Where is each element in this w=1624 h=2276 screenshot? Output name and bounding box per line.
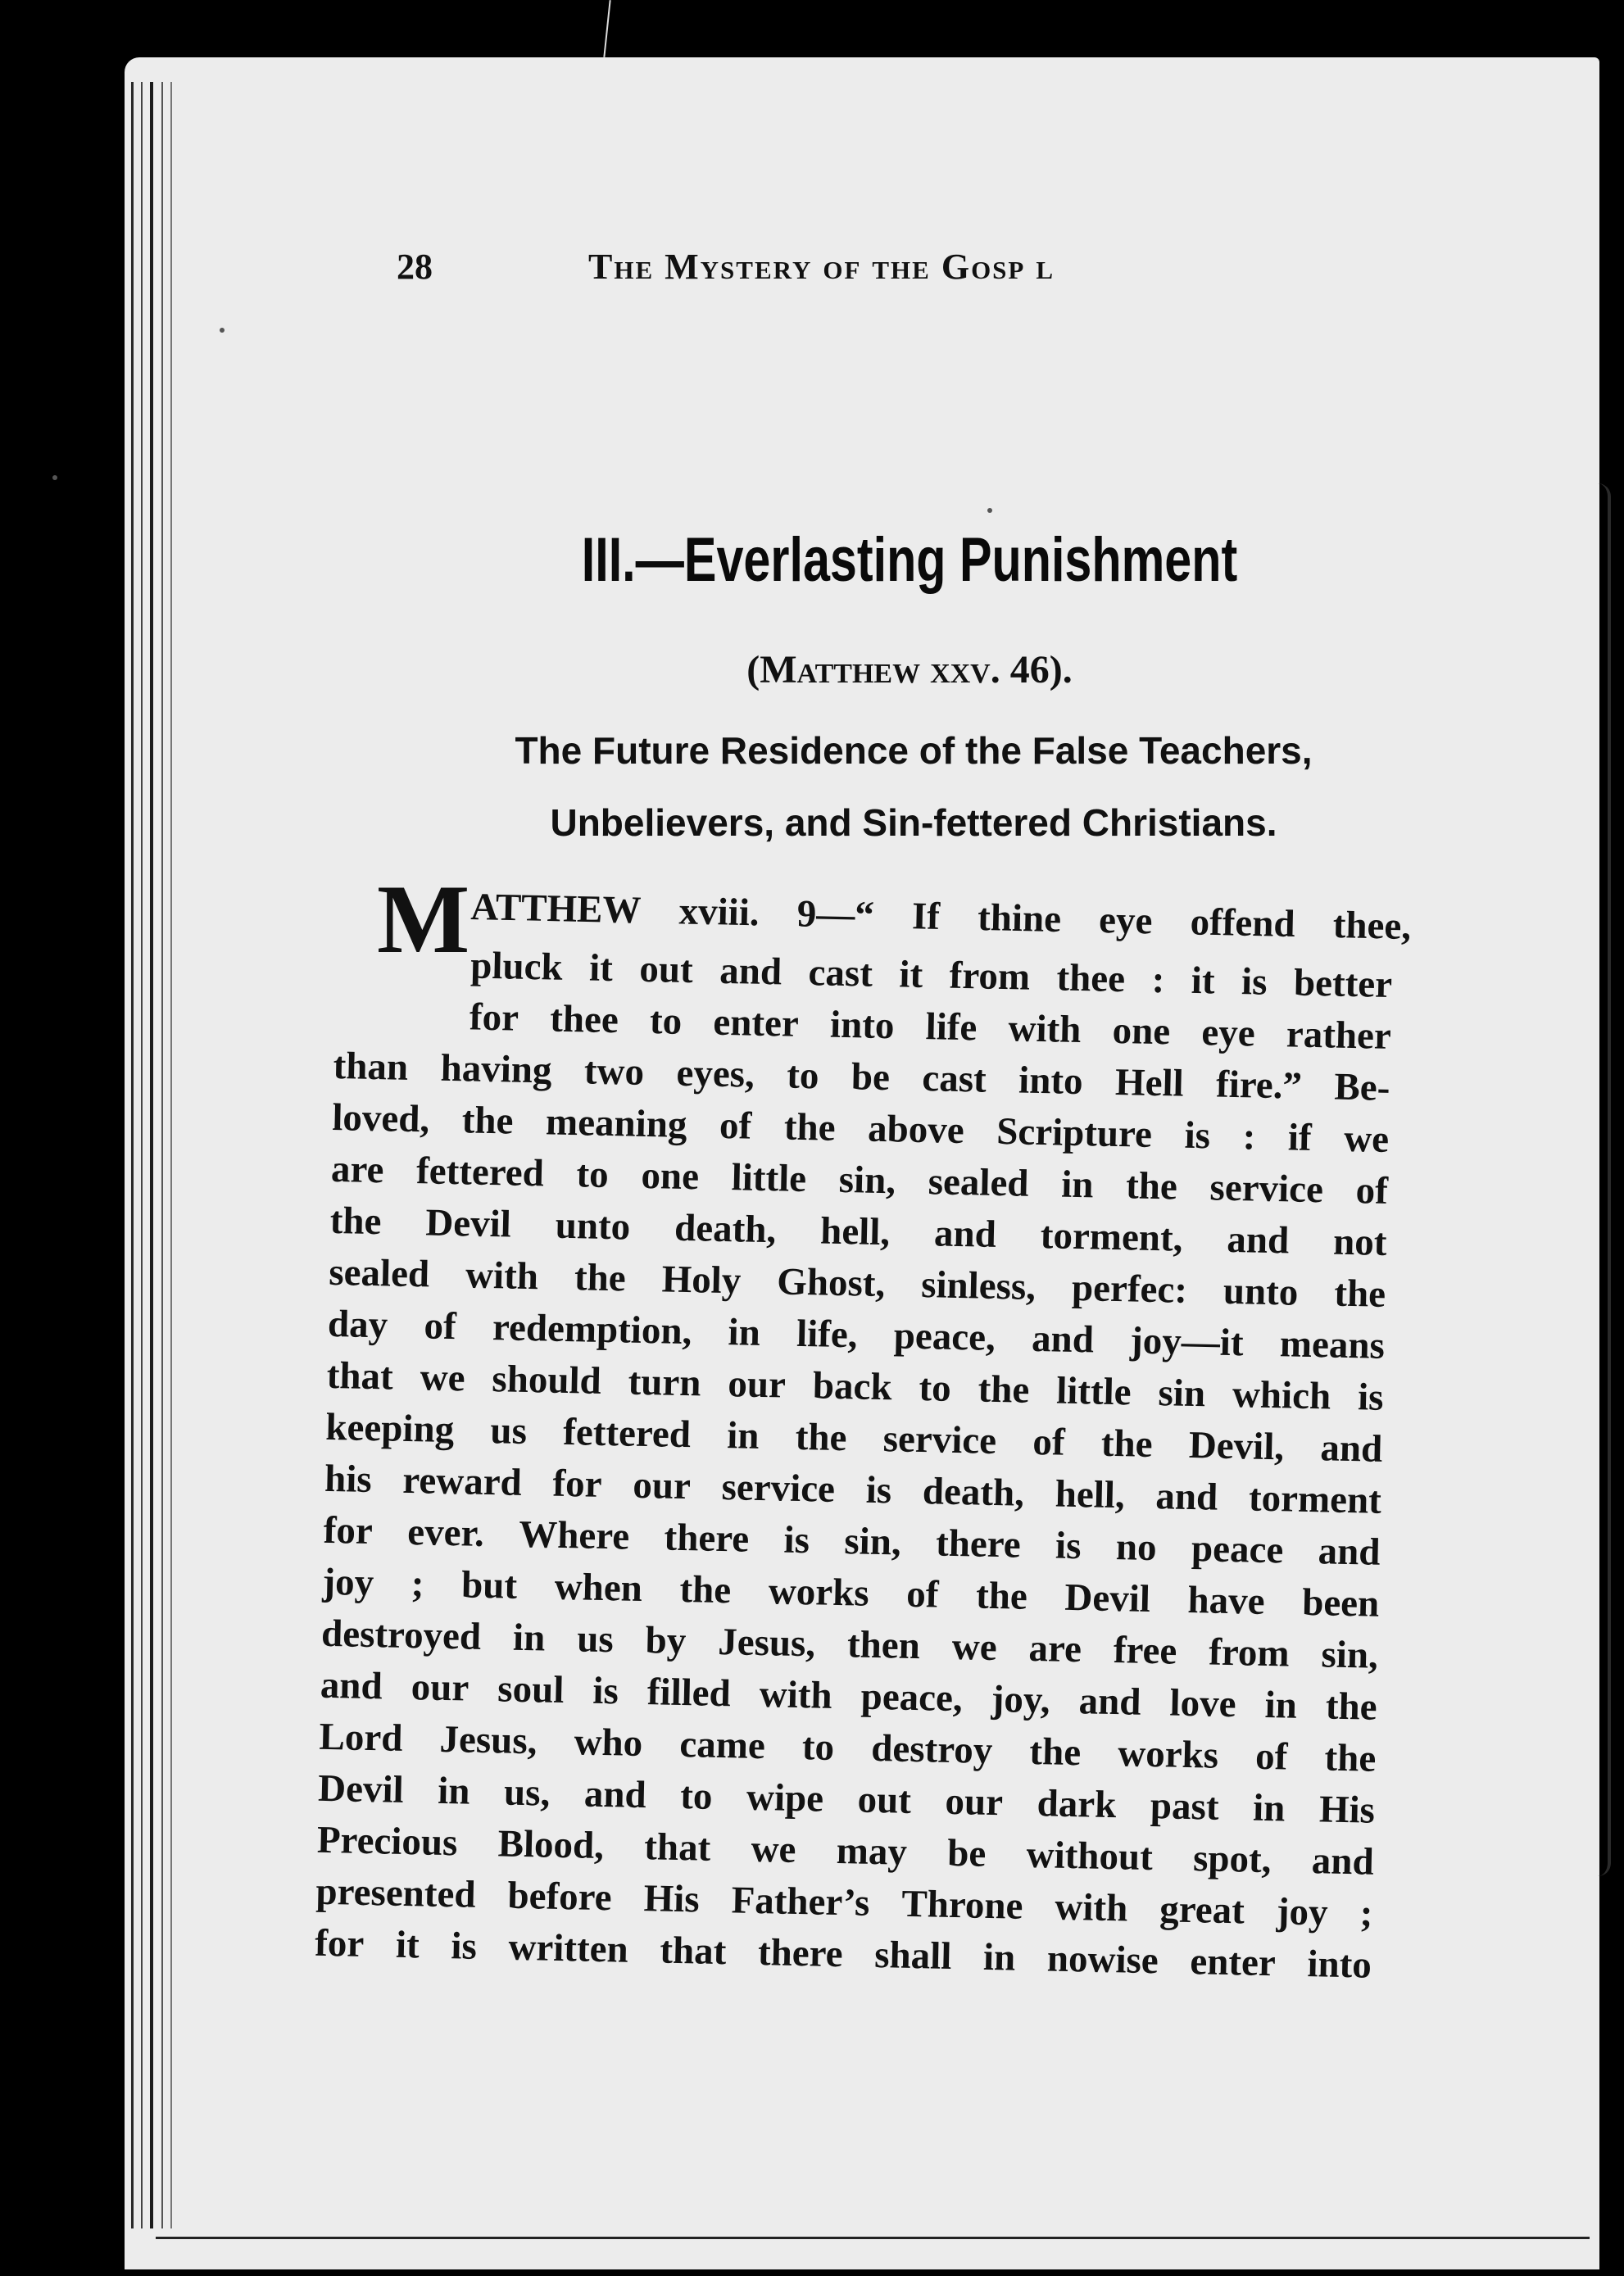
word: joy,: [991, 1677, 1051, 1722]
word: us,: [503, 1770, 551, 1815]
word: with: [465, 1254, 539, 1299]
word: destroyed: [320, 1612, 482, 1658]
word: keeping: [324, 1405, 455, 1452]
word: than: [333, 1044, 409, 1089]
page-edge-line: [150, 82, 153, 2228]
word: sin,: [838, 1158, 896, 1203]
word: sin: [1158, 1371, 1206, 1416]
word: two: [583, 1050, 645, 1094]
word: it: [395, 1923, 420, 1967]
word: us: [489, 1409, 528, 1453]
word: is: [1241, 960, 1268, 1004]
word: works: [1117, 1732, 1219, 1777]
word: are: [330, 1147, 384, 1192]
word: is: [783, 1518, 810, 1562]
word: the: [1028, 1730, 1082, 1775]
word: pluck: [470, 944, 564, 989]
word: sin,: [843, 1520, 902, 1564]
word: that: [643, 1825, 711, 1870]
word: redemption,: [492, 1306, 692, 1353]
word: If: [911, 895, 941, 938]
word: to: [649, 1000, 683, 1043]
word: thee: [1056, 956, 1126, 1001]
word: it: [898, 953, 923, 997]
word: one: [1112, 1009, 1171, 1054]
word: sin,: [1321, 1633, 1379, 1677]
page-bottom-edge: [156, 2237, 1590, 2239]
word: little: [1055, 1369, 1132, 1414]
word: be: [946, 1831, 987, 1875]
word: for: [552, 1462, 603, 1506]
word: we: [1343, 1117, 1390, 1161]
word: then: [846, 1623, 921, 1668]
page-edge-line: [170, 82, 172, 2228]
word: one: [640, 1154, 700, 1199]
word: have: [1187, 1578, 1266, 1623]
word: Jesus,: [439, 1717, 538, 1763]
word: in: [726, 1414, 760, 1458]
page-edge-line: [141, 82, 143, 2228]
word: the: [1333, 1272, 1386, 1316]
word: and: [1031, 1317, 1095, 1362]
page-edge-line: [161, 82, 163, 2228]
word: life: [925, 1005, 978, 1050]
word: Throne: [900, 1882, 1023, 1928]
word: and: [1318, 1530, 1381, 1574]
word: enter: [712, 1000, 800, 1045]
word: which: [1232, 1373, 1331, 1418]
scan-thread-artifact: [603, 0, 610, 57]
word: spot,: [1192, 1837, 1272, 1882]
word: for: [469, 995, 519, 1040]
word: turn: [628, 1360, 702, 1405]
word: before: [507, 1874, 613, 1920]
word: sinless,: [920, 1263, 1037, 1308]
word: His: [1318, 1788, 1376, 1832]
word: His: [643, 1877, 701, 1921]
word: the: [795, 1415, 848, 1460]
word: in: [437, 1769, 471, 1813]
word: may: [836, 1829, 908, 1874]
word: out: [857, 1778, 912, 1822]
word: and: [719, 949, 783, 994]
word: and: [933, 1212, 997, 1256]
word: thine: [977, 895, 1062, 941]
word: Father’s: [731, 1879, 870, 1925]
word: our: [727, 1362, 787, 1407]
word: in: [728, 1311, 761, 1354]
word: Holy: [661, 1258, 742, 1303]
word: there: [757, 1931, 844, 1976]
word: there: [935, 1521, 1022, 1566]
word: past: [1150, 1784, 1220, 1829]
word: who: [574, 1721, 643, 1766]
word: of: [1355, 1169, 1389, 1213]
chapter-reference: (Matthew xxv. 46).: [746, 648, 1073, 691]
page-number: 28: [397, 247, 433, 287]
drop-cap: M: [377, 864, 470, 973]
word: 9—“: [796, 892, 875, 937]
word: out: [638, 947, 694, 992]
word: :: [1242, 1115, 1256, 1158]
word: the: [329, 1199, 382, 1244]
word: fire.”: [1215, 1063, 1303, 1108]
word: and: [320, 1663, 383, 1708]
word: been: [1301, 1580, 1380, 1625]
word: service: [1209, 1166, 1324, 1212]
word: and: [1226, 1217, 1290, 1263]
word: and: [1311, 1839, 1375, 1884]
word: Ghost,: [776, 1260, 886, 1306]
word: unto: [1223, 1269, 1299, 1314]
word: from: [1208, 1630, 1291, 1675]
word: cast: [921, 1057, 987, 1101]
scan-speck: [987, 508, 992, 513]
word: joy—it: [1129, 1319, 1245, 1365]
word: we: [420, 1356, 466, 1400]
word: the: [1100, 1421, 1154, 1467]
word: hell,: [1055, 1472, 1126, 1517]
word: the: [978, 1367, 1030, 1412]
word: our: [632, 1463, 692, 1508]
word: peace,: [893, 1314, 996, 1359]
word: is: [450, 1925, 478, 1968]
word: of: [1032, 1420, 1066, 1464]
word: the: [679, 1567, 732, 1612]
word: that: [326, 1353, 394, 1399]
scan-speck: [220, 328, 225, 333]
word: the: [574, 1256, 627, 1300]
word: is: [1357, 1376, 1385, 1419]
subtitle-line: The Future Residence of the False Teachers,: [515, 729, 1313, 772]
word: it: [588, 946, 614, 991]
word: of: [1254, 1734, 1288, 1779]
word: be: [851, 1055, 891, 1099]
word: soul: [497, 1667, 565, 1712]
word: thee: [549, 997, 619, 1042]
word: into: [1306, 1943, 1372, 1987]
word: cast: [808, 951, 873, 995]
word: for: [314, 1921, 365, 1965]
word: and: [1078, 1680, 1142, 1724]
word: not: [1332, 1220, 1388, 1264]
word: xviii.: [678, 890, 760, 935]
word: Precious: [316, 1818, 458, 1865]
word: day: [327, 1302, 388, 1347]
word: to: [801, 1725, 835, 1769]
word: in: [982, 1935, 1016, 1979]
word: that: [659, 1929, 727, 1974]
word: filled: [646, 1671, 732, 1716]
word: love: [1169, 1681, 1237, 1726]
word: ever.: [406, 1510, 485, 1555]
word: death,: [674, 1206, 777, 1252]
word: ;: [1359, 1892, 1373, 1935]
word: with: [1054, 1885, 1128, 1930]
word: meaning: [545, 1100, 687, 1147]
word: and: [583, 1772, 647, 1817]
word: the: [1325, 1684, 1378, 1729]
word: sealed: [928, 1160, 1030, 1205]
word: destroy: [870, 1726, 993, 1772]
word: are: [1028, 1626, 1082, 1671]
word: fettered: [415, 1149, 545, 1195]
word: dark: [1037, 1782, 1117, 1827]
word: to: [576, 1153, 610, 1197]
word: eyes,: [675, 1051, 755, 1096]
word: of: [424, 1304, 457, 1349]
word: hell,: [819, 1209, 891, 1254]
word: for: [323, 1508, 374, 1553]
word: in: [1060, 1163, 1095, 1207]
word: rather: [1286, 1013, 1392, 1058]
word: our: [945, 1780, 1004, 1825]
word: works: [768, 1570, 870, 1615]
word: torment,: [1040, 1214, 1183, 1260]
word: it: [1191, 959, 1216, 1003]
word: Devil: [317, 1766, 405, 1811]
word: is: [865, 1468, 892, 1512]
word: the: [975, 1574, 1028, 1618]
word: is: [1055, 1524, 1082, 1568]
word: the: [1324, 1736, 1377, 1780]
word: joy: [1276, 1890, 1329, 1934]
word: into: [1018, 1059, 1084, 1104]
word: Lord: [319, 1715, 403, 1760]
word: there: [664, 1516, 750, 1561]
word: eye: [1200, 1011, 1256, 1055]
word: unto: [555, 1204, 631, 1249]
word: perfec:: [1071, 1266, 1188, 1312]
word: is: [1184, 1113, 1211, 1158]
word: his: [324, 1457, 373, 1502]
word: and: [1319, 1426, 1383, 1471]
word: :: [1151, 958, 1165, 1002]
word: offend: [1190, 900, 1296, 946]
word: eye: [1098, 899, 1154, 943]
word: Jesus,: [717, 1620, 816, 1666]
word: loved,: [331, 1095, 430, 1141]
word: our: [411, 1666, 470, 1710]
word: service: [882, 1417, 997, 1463]
word: better: [1293, 961, 1393, 1007]
body-paragraph: [315, 937, 1393, 1992]
word: Where: [518, 1512, 630, 1558]
word: wipe: [746, 1775, 824, 1820]
word: came: [678, 1723, 766, 1768]
word: service: [721, 1466, 836, 1511]
word: above: [867, 1107, 965, 1153]
word: in: [512, 1616, 546, 1660]
word: death,: [922, 1470, 1025, 1515]
word: Blood,: [497, 1822, 605, 1868]
word: ;: [411, 1562, 425, 1606]
word: we: [951, 1625, 998, 1670]
word: thee,: [1332, 904, 1412, 949]
page-edge-line: [131, 82, 134, 2228]
word: is: [592, 1669, 619, 1713]
word: and: [1154, 1475, 1218, 1519]
word: of: [905, 1572, 940, 1616]
word: if: [1287, 1116, 1313, 1159]
word: the: [461, 1099, 515, 1143]
word: means: [1279, 1322, 1386, 1367]
word: Devil,: [1188, 1423, 1285, 1469]
scan-speck: [52, 475, 57, 480]
word: sealed: [328, 1250, 430, 1296]
running-head: [397, 246, 1298, 311]
chapter-title: III.—Everlasting Punishment: [581, 525, 1238, 595]
word: Hell: [1114, 1060, 1185, 1105]
word: to: [918, 1367, 952, 1410]
running-title: The Mystery of the Gosp l: [588, 247, 1055, 287]
word: great: [1159, 1888, 1245, 1933]
word: Be-: [1333, 1065, 1390, 1109]
word: no: [1115, 1526, 1158, 1570]
word: the: [783, 1105, 837, 1149]
word: joy: [321, 1560, 374, 1605]
word: to: [679, 1775, 713, 1818]
word: without: [1026, 1833, 1154, 1879]
word: shall: [873, 1934, 952, 1979]
word: in: [1264, 1683, 1298, 1727]
word: peace,: [860, 1675, 964, 1721]
word: should: [491, 1358, 602, 1403]
word: of: [719, 1104, 752, 1148]
word: in: [1252, 1786, 1286, 1830]
word: presented: [315, 1870, 477, 1916]
word: when: [554, 1565, 643, 1610]
word: with: [759, 1673, 833, 1717]
word: Devil: [424, 1201, 512, 1246]
word: having: [440, 1046, 552, 1092]
word: but: [460, 1563, 518, 1607]
chapter-subtitle: [352, 714, 1475, 859]
word: free: [1113, 1629, 1177, 1673]
word: into: [829, 1003, 895, 1048]
word: ATTHEW: [470, 885, 642, 932]
word: us: [576, 1617, 615, 1662]
word: back: [812, 1364, 893, 1409]
word: peace: [1191, 1527, 1284, 1572]
word: little: [731, 1156, 807, 1201]
word: we: [751, 1827, 797, 1871]
word: by: [645, 1619, 687, 1663]
subtitle-line: Unbelievers, and Sin-fettered Christians.: [550, 801, 1277, 844]
word: from: [949, 954, 1031, 999]
word: life,: [796, 1312, 859, 1357]
word: Scripture: [996, 1109, 1153, 1156]
word: torment: [1248, 1476, 1382, 1522]
word: with: [1008, 1007, 1082, 1052]
word: to: [786, 1054, 819, 1098]
word: nowise: [1046, 1937, 1159, 1983]
word: enter: [1189, 1940, 1277, 1985]
word: written: [507, 1925, 629, 1971]
page-right-edge: [1598, 483, 1611, 1876]
word: fettered: [562, 1410, 692, 1457]
word: Devil: [1064, 1576, 1151, 1621]
word: reward: [401, 1458, 523, 1504]
word: the: [1125, 1164, 1178, 1208]
